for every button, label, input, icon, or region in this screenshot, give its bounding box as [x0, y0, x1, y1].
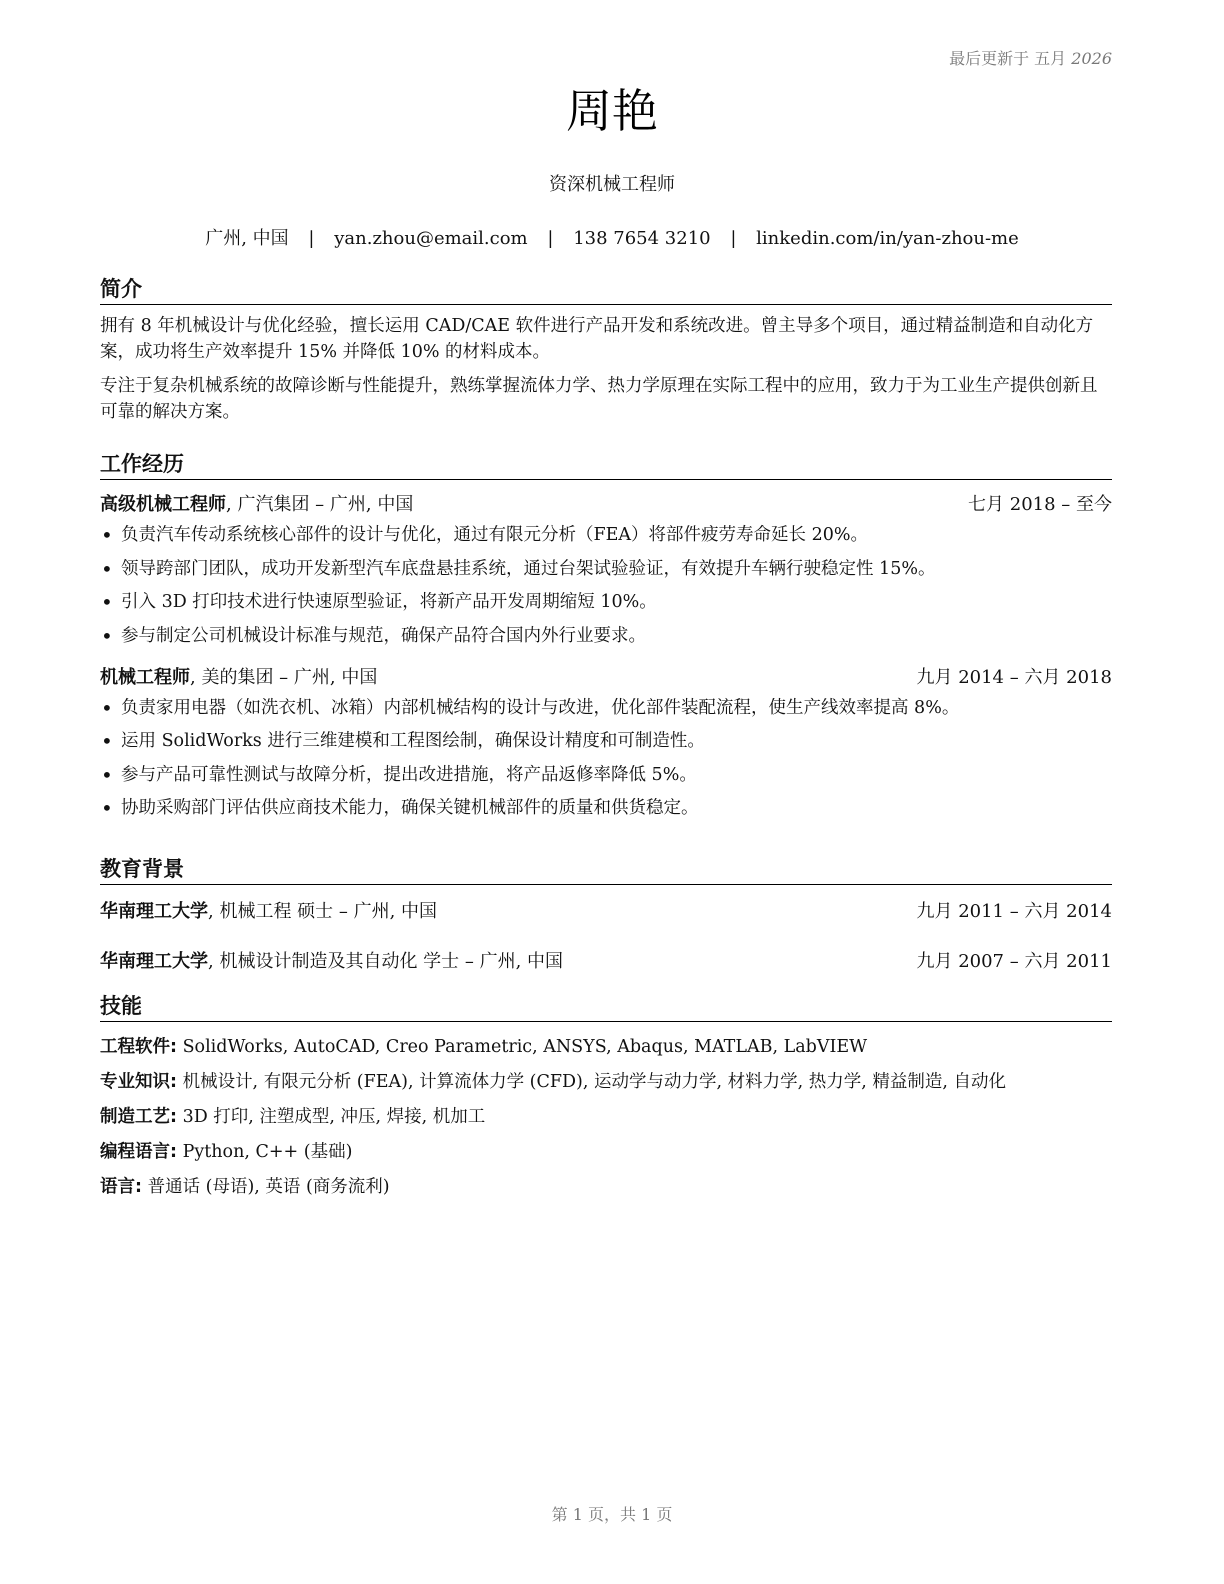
contact-phone: 138 7654 3210 [573, 228, 711, 249]
section-title-skills: 技能 [100, 993, 1112, 1022]
job-bullet: • 参与产品可靠性测试与故障分析，提出改进措施，将产品返修率降低 5%。 [100, 762, 1112, 788]
contact-linkedin-link[interactable]: linkedin.com/in/yan-zhou-me [756, 228, 1019, 249]
page-footer: 第 1 页，共 1 页 [551, 1505, 673, 1524]
education-dates: 九月 2007 – 六月 2011 [916, 951, 1112, 973]
job-entry [100, 492, 1112, 649]
job-bullet: • 负责汽车传动系统核心部件的设计与优化，通过有限元分析（FEA）将部件疲劳寿命延长 20%。 [100, 522, 1112, 548]
education-school: 华南理工大学 [100, 951, 208, 973]
education-detail: , 机械工程 硕士 – 广州, 中国 [208, 901, 438, 923]
contact-line [0, 224, 1224, 250]
job-bullets [100, 522, 1112, 649]
contact-separator: | [308, 228, 315, 249]
contact-email-link[interactable]: yan.zhou@email.com [334, 228, 528, 249]
skills-list [100, 1034, 1112, 1200]
job-bullet: • 运用 SolidWorks 进行三维建模和工程图绘制，确保设计精度和可制造性。 [100, 728, 1112, 754]
job-position: 高级机械工程师 [100, 494, 226, 516]
experience-section [100, 451, 1112, 829]
job-header [100, 492, 1112, 518]
summary-paragraph: 拥有 8 年机械设计与优化经验，擅长运用 CAD/CAE 软件进行产品开发和系统改进。曾主导多个项目，通过精益制造和自动化方案，成功将生产效率提升 15% 并降低 10% 的材料成本。 [100, 316, 1094, 363]
skill-row [100, 1034, 1112, 1060]
job-position: 机械工程师 [100, 666, 190, 688]
job-bullet: • 引入 3D 打印技术进行快速原型验证，将新产品开发周期缩短 10%。 [100, 589, 1112, 615]
skill-label: 制造工艺: [100, 1107, 177, 1128]
last-updated [949, 46, 1112, 69]
job-bullet: • 参与制定公司机械设计标准与规范，确保产品符合国内外行业要求。 [100, 623, 1112, 649]
education-entry [100, 899, 1112, 925]
contact-separator: | [547, 228, 554, 249]
job-org: , 广汽集团 – 广州, 中国 [226, 494, 414, 516]
job-bullet: • 协助采购部门评估供应商技术能力，确保关键机械部件的质量和供货稳定。 [100, 795, 1112, 821]
job-dates: 七月 2018 – 至今 [968, 494, 1112, 516]
education-dates: 九月 2011 – 六月 2014 [916, 901, 1112, 923]
summary-paragraph: 专注于复杂机械系统的故障诊断与性能提升，熟练掌握流体力学、热力学原理在实际工程中的应用，致力于为工业生产提供创新且可靠的解决方案。 [100, 376, 1098, 423]
education-school: 华南理工大学 [100, 901, 208, 923]
section-title-education: 教育背景 [100, 856, 1112, 885]
education-section [100, 856, 1112, 975]
job-org: , 美的集团 – 广州, 中国 [190, 666, 378, 688]
skills-section [100, 993, 1112, 1209]
job-entry [100, 665, 1112, 822]
skill-row [100, 1174, 1112, 1200]
job-bullets [100, 695, 1112, 822]
education-entry [100, 949, 1112, 975]
job-dates: 九月 2014 – 六月 2018 [916, 666, 1112, 688]
last-updated-year: 2026 [1071, 49, 1112, 68]
section-title-experience: 工作经历 [100, 451, 1112, 480]
skill-label: 工程软件: [100, 1037, 177, 1058]
skill-row [100, 1069, 1112, 1095]
skill-value: Python, C++ (基础) [177, 1142, 353, 1163]
section-title-summary: 简介 [100, 276, 1112, 305]
skill-label: 语言: [100, 1177, 142, 1198]
skill-value: 机械设计, 有限元分析 (FEA), 计算流体力学 (CFD), 运动学与动力学, 材料力学, 热力学, 精益制造, 自动化 [177, 1072, 1006, 1093]
last-updated-label: 最后更新于 五月 [949, 49, 1067, 68]
skill-row [100, 1139, 1112, 1165]
candidate-name: 周艳 [566, 84, 658, 138]
skill-label: 编程语言: [100, 1142, 177, 1163]
job-header [100, 665, 1112, 691]
summary-section [100, 276, 1112, 425]
job-bullet: • 领导跨部门团队，成功开发新型汽车底盘悬挂系统，通过台架试验验证，有效提升车辆行驶稳定性 15%。 [100, 556, 1112, 582]
candidate-role: 资深机械工程师 [549, 174, 675, 195]
skill-value: SolidWorks, AutoCAD, Creo Parametric, ANSYS, Abaqus, MATLAB, LabVIEW [177, 1037, 868, 1058]
skill-row [100, 1104, 1112, 1130]
education-detail: , 机械设计制造及其自动化 学士 – 广州, 中国 [208, 951, 564, 973]
contact-separator: | [730, 228, 737, 249]
skill-value: 3D 打印, 注塑成型, 冲压, 焊接, 机加工 [177, 1107, 486, 1128]
job-bullet: • 负责家用电器（如洗衣机、冰箱）内部机械结构的设计与改进，优化部件装配流程，使生产线效率提高 8%。 [100, 695, 1112, 721]
skill-label: 专业知识: [100, 1072, 177, 1093]
contact-location: 广州, 中国 [205, 228, 289, 249]
skill-value: 普通话 (母语), 英语 (商务流利) [142, 1177, 390, 1198]
